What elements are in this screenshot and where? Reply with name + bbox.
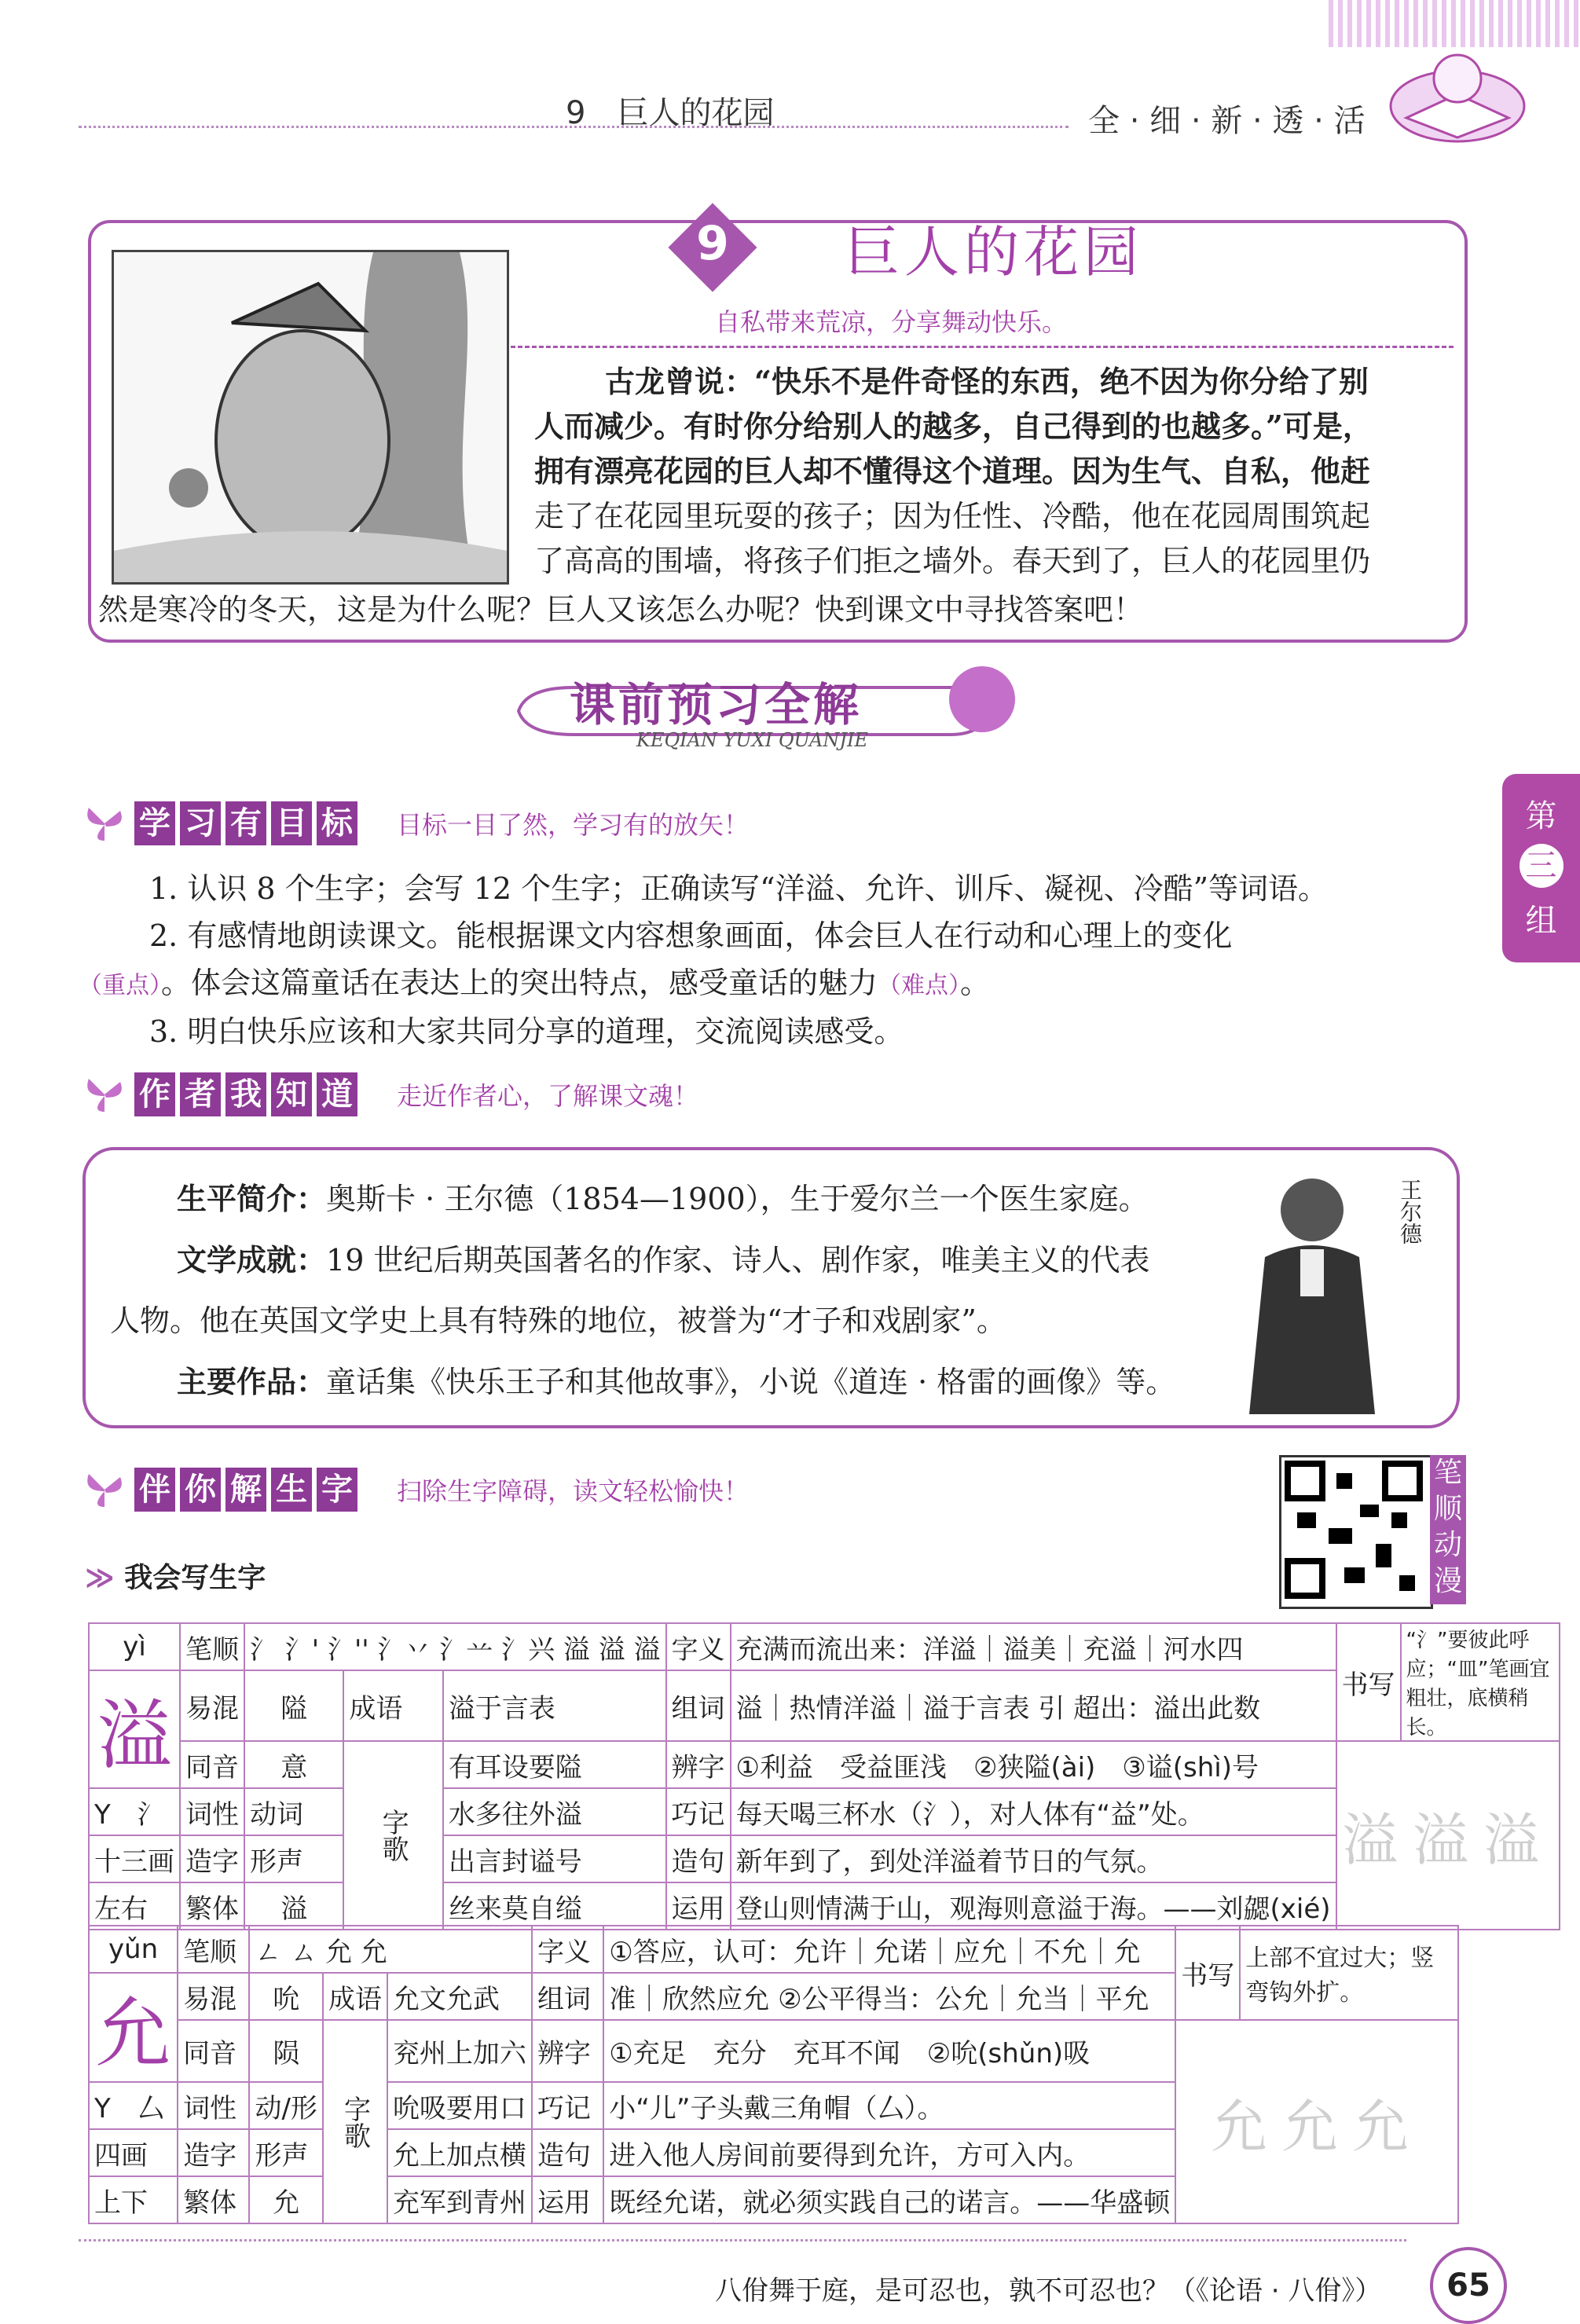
butterfly-icon (82, 1072, 126, 1116)
lesson-title: 巨人的花园 (845, 220, 1143, 284)
author-portrait (1234, 1163, 1391, 1414)
giant-illustration (112, 250, 509, 585)
book-logo-icon (1383, 31, 1532, 149)
author-achieve: 文学成就：19 世纪后期英国著名的作家、诗人、剧作家，唯美主义的代表 (177, 1243, 1150, 1277)
unit-tab: 第 三 组 (1502, 774, 1580, 962)
header-line (79, 126, 1069, 128)
footer-quote: 八佾舞于庭，是可忍也，孰不可忍也？（《论语 · 八佾》） (715, 2275, 1382, 2307)
char-table-yun: yǔn 笔顺 ㄥ ㄙ 允 允 字义 ①答应，认可：允许｜允诺｜应允｜不允｜允 书写 上部不宜过大；竖弯钩外扩。 允 易混 吮 成语 允文允武 组词 准｜欣然应允 ②公平得当：公允｜允当｜平允 同音 陨 字歌 兖州上加六 辨字 ①充足 充分 充耳不闻 ②吮(shǔn)吸 允允允 Y 厶 词性 动/形 吮吸要用口 巧记 小“儿”子头戴三角帽（厶）。 四画 造字 形声 允上加点横 造句 进入他人房间前要得到允许，方可入内。 上下 繁体 允 充军到青州 运用 既经允诺，就必须实践自己的诺言。——华盛顿 (88, 1925, 1459, 2224)
goals-tagline: 目标一目了然，学习有的放矢！ (397, 810, 750, 840)
goal-2a: 2. 有感情地朗读课文。能根据课文内容想象画面，体会巨人在行动和心理上的变化 (149, 918, 1233, 953)
author-life: 生平简介：奥斯卡 · 王尔德（1854—1900），生于爱尔兰一个医生家庭。 (177, 1182, 1149, 1216)
page-number: 65 (1430, 2247, 1507, 2324)
goal-1: 1. 认识 8 个生字；会写 12 个生字；正确读写“洋溢、允许、训斥、凝视、冷酷”等词语。 (149, 871, 1329, 906)
goal-2b: （重点）。体会这篇童话在表达上的突出特点，感受童话的魅力（难点）。 (79, 966, 991, 1000)
lesson-number-badge (662, 196, 764, 299)
author-heading: 作 者 我 知 道 走近作者心，了解课文魂！ (82, 1072, 698, 1116)
footer-line (79, 2239, 1406, 2242)
author-tagline: 走近作者心，了解课文魂！ (397, 1081, 699, 1111)
qr-label: 笔顺动漫 (1430, 1455, 1466, 1604)
lesson-motto: 自私带来荒凉，分享舞动快乐。 (715, 307, 1068, 337)
chars-heading: 伴 你 解 生 字 扫除生字障碍，读文轻松愉快！ (82, 1468, 749, 1512)
section-pinyin: KEQIAN YUXI QUANJIE (636, 729, 868, 751)
lesson-number: 9 (696, 216, 729, 271)
author-achieve-2: 人物。他在英国文学史上具有特殊的地位，被誉为“才子和戏剧家”。 (110, 1303, 1006, 1338)
goals-heading: 学 习 有 目 标 目标一目了然，学习有的放矢！ (82, 801, 749, 845)
chars-tagline: 扫除生字障碍，读文轻松愉快！ (397, 1476, 750, 1506)
char-table-yi: yì 笔顺 氵 氵' 氵'' 氵丷 氵䒑 氵兴 溢 溢 溢 字义 充满而流出来：洋溢｜溢美｜充溢｜河水四 书写 “氵”要彼此呼应；“皿”笔画宜粗壮，底横稍长。 溢 易混 隘 成语 溢于言表 组词 溢｜热情洋溢｜溢于言表 引 超出：溢出此数 同音 意 字歌 有耳设要隘 辨字 ①利益 受益匪浅 ②狭隘(ài) ③谥(shì)号 溢溢溢 Y 氵 词性 动词 水多往外溢 巧记 每天喝三杯水（氵），对人体有“益”处。 十三画 造字 形声 出言封谥号 造句 新年到了，到处洋溢着节日的气氛。 左右 繁体 溢 丝来莫自缢 运用 登山则情满于山，观海则意溢于海。——刘勰(xié) (88, 1622, 1560, 1930)
butterfly-icon (82, 1468, 126, 1512)
intro-divider (511, 346, 1454, 348)
write-label: ≫ 我会写生字 (85, 1562, 266, 1594)
section-title: 课前预习全解 (570, 678, 863, 731)
author-works: 主要作品：童话集《快乐王子和其他故事》，小说《道连 · 格雷的画像》等。 (177, 1365, 1176, 1399)
portrait-caption: 王尔德 (1397, 1178, 1423, 1244)
lesson-header: 9 巨人的花园 (566, 95, 775, 131)
qr-code[interactable] (1279, 1455, 1433, 1609)
goal-3: 3. 明白快乐应该和大家共同分享的道理，交流阅读感受。 (149, 1014, 904, 1049)
header-slogan: 全 · 细 · 新 · 透 · 活 (1088, 103, 1366, 139)
butterfly-icon (82, 801, 126, 845)
